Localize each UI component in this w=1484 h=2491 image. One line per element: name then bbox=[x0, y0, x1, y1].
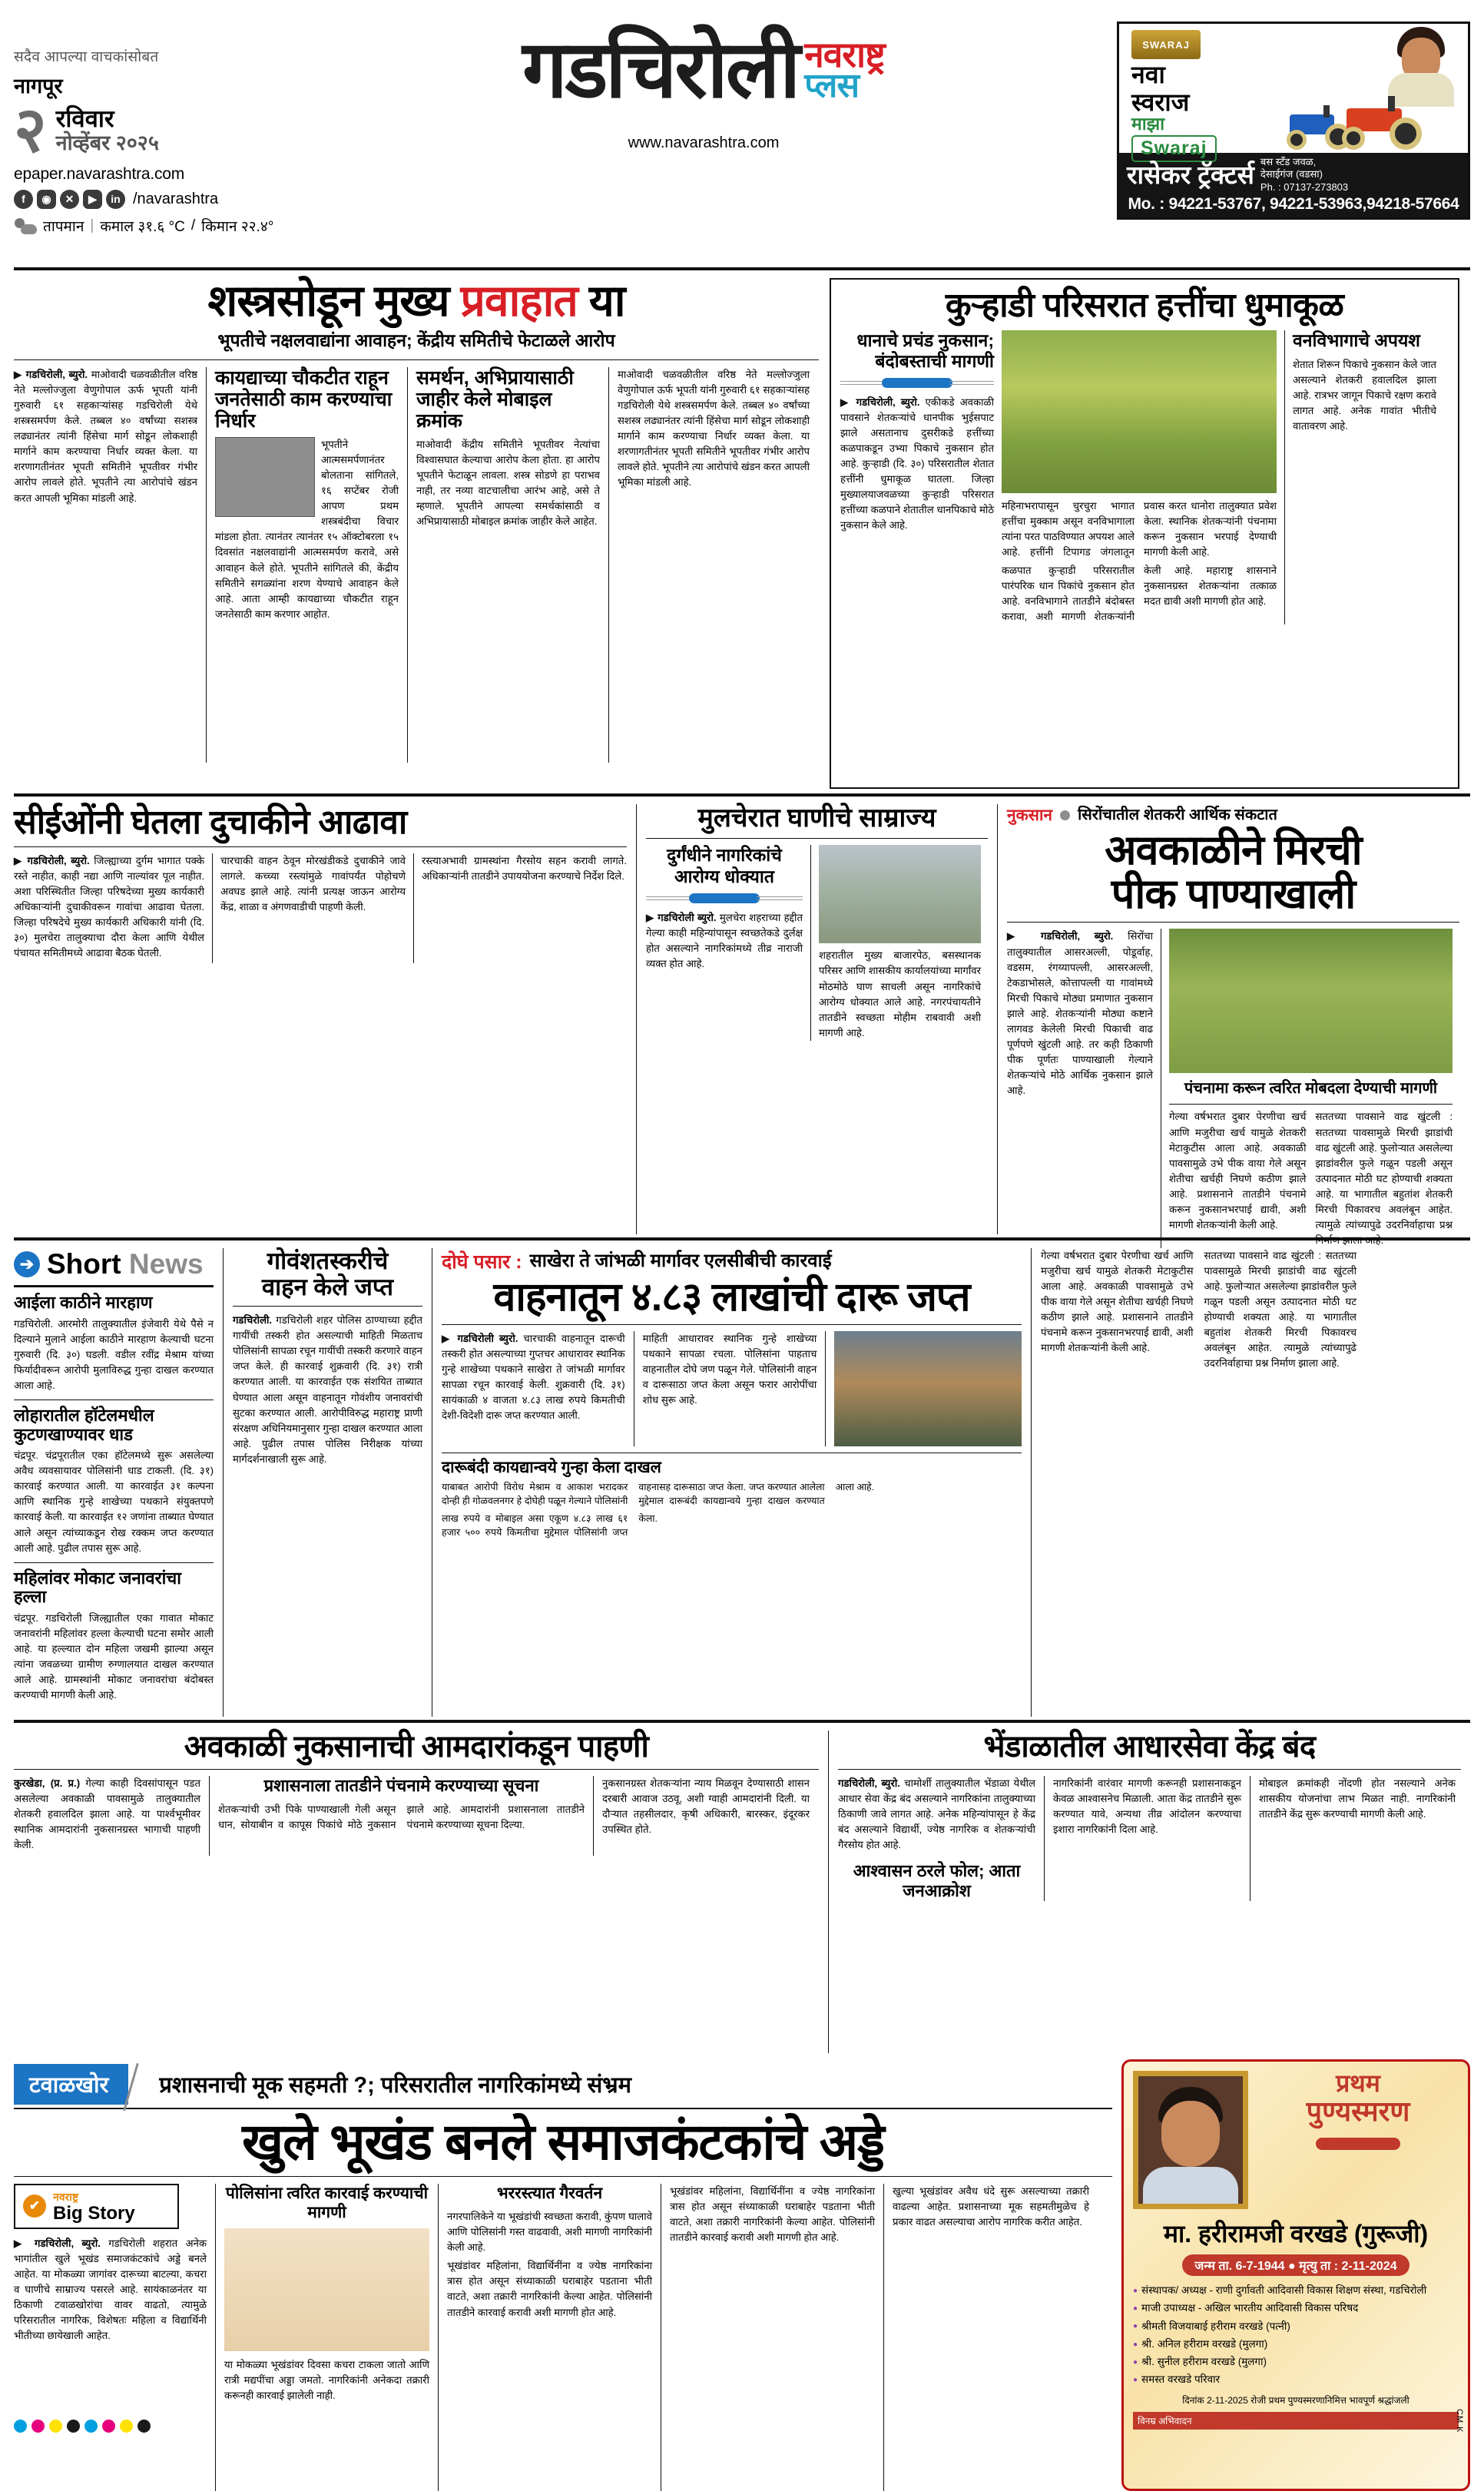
red-tractor-image bbox=[1340, 94, 1433, 150]
temperature-min: किमान २२.४° bbox=[201, 218, 274, 235]
chilli-continued bbox=[1031, 1248, 1356, 1717]
liquor-photo-col bbox=[825, 1331, 1022, 1446]
short-news-title-b: News bbox=[128, 1248, 204, 1280]
swaraj-logo: Swaraj bbox=[1131, 135, 1217, 162]
tawalkhor-tag: टवाळखोर bbox=[14, 2064, 128, 2105]
ceo-col-2: चारचाकी वाहन ठेवून मोरखंडीकडे दुचाकीने जावे लागले. कच्च्या रस्त्यांमुळे गावांपर्यंत पोहोचणे अवघड झाले आहे. त्यांनी प्रत्यक्ष जाऊन आरोग्य केंद्र, शाळा व अंगणवाडीची पाहणी केली. bbox=[212, 853, 413, 963]
plots-col-4: खुल्या भूखंडांवर अवैध धंदे सुरू असल्याच्या तक्रारी वाढल्या आहेत. प्रशासनाच्या मूक सहमतीमुळेच हे प्रकार वाढत असल्याचा आरोप नागरिक करीत आहेत. bbox=[883, 2184, 1089, 2491]
short-news-item-0-head: आईला काठीने मारहाण bbox=[14, 1293, 153, 1312]
social-links bbox=[14, 190, 290, 209]
plots-sub-1: पोलिसांना त्वरित कारवाई करण्याची मागणी bbox=[225, 2184, 429, 2222]
ceo-headline: सीईओंनी घेतला दुचाकीने आढावा bbox=[14, 803, 407, 841]
memorial-line-4: ● श्री. सुनील हरीराम वरखडे (मुलगा) bbox=[1133, 2354, 1459, 2370]
chilli-headline-1: अवकाळीने मिरची bbox=[1105, 827, 1362, 873]
temperature-label: तापमान bbox=[43, 218, 84, 235]
memorial-advertisement[interactable] bbox=[1112, 2059, 1470, 2491]
flowers-icon bbox=[1316, 2138, 1400, 2150]
chilli-cont-col-2: सततच्या पावसाने वाढ खुंटली : सततच्या पावसामुळे मिरची झाडांची वाढ खुंटली आहे. फुलोऱ्यात असलेल्या झाडांवरील फुले गळून पडली असून उत्पादनात मोठी घट होण्याची शक्यता आहे. या भागातील बहुतांश शेतकरी मिरची पिकावरच अवलंबून आहेत. त्यामुळे त्यांच्यापुढे उदरनिर्वाहाचा प्रश्न निर्माण झाला आहे. bbox=[1204, 1250, 1356, 1370]
brand-navarashtra: नवराष्ट्र bbox=[804, 35, 885, 75]
chilli-cont-col-1: गेल्या वर्षभरात दुबार पेरणीचा खर्च आणि मजुरीचा खर्च यामुळे शेतकरी मेटाकुटीस आला आहे. अवकाळी पावसामुळे उभे पीक वाया गेले असून शेतीचा खर्चही निघणे कठीण झाले आहे. प्रशासनाने तातडीने पंचनामे करून नुकसानभरपाई द्यावी, अशी मागणी शेतकऱ्यांनी केली आहे. bbox=[1041, 1250, 1194, 1354]
liquor-col-2: माहिती आधारावर स्थानिक गुन्हे शाखेच्या पथकाने सापळा रचला. पोलिसांना पाहताच वाहनातील दोघे जण पळून गेले. पोलिसांनी वाहन व दारूसाठा जप्त केला असून फरार आरोपींचा शोध सुरू आहे. bbox=[634, 1331, 826, 1446]
cattle-body bbox=[233, 1313, 422, 1467]
chilli-kicker: सिरोंचातील शेतकरी आर्थिक संकटात bbox=[1078, 807, 1277, 823]
cattle-headline-1: गोवंशतस्करीचे bbox=[267, 1247, 389, 1274]
chilli-kicker-bar bbox=[1007, 804, 1459, 826]
untimely-sub: प्रशासनाला तातडीने पंचनामे करण्याच्या सूचना bbox=[263, 1776, 539, 1796]
registration-marks bbox=[14, 2420, 151, 2433]
lead-headline-part2: या bbox=[577, 277, 625, 326]
plots-kicker: प्रशासनाची मूक सहमती ?; परिसरातील नागरिकांमध्ये संभ्रम bbox=[159, 2073, 631, 2098]
mulchera-headline: मुलचेरात घाणीचे साम्राज्य bbox=[697, 803, 936, 833]
bullet-dot-icon bbox=[1060, 810, 1070, 820]
decorative-pill-2 bbox=[646, 893, 803, 903]
short-news-title-a: Short bbox=[47, 1248, 121, 1280]
memorial-vinamra: विनम्र अभिवादन bbox=[1133, 2412, 1459, 2430]
chilli-kicker-red: नुकसान bbox=[1007, 807, 1053, 824]
paddy-field-photo bbox=[1002, 330, 1277, 493]
third-band bbox=[14, 1248, 1470, 1717]
website-url[interactable]: www.navarashtra.com bbox=[628, 134, 780, 151]
plots-col-1-text: या मोकळ्या भूखंडांवर दिवसा कचरा टाकला जातो आणि रात्री मद्यपींचा अड्डा जमतो. नागरिकांनी अनेकदा तक्रारी करूनही कारवाई झालेली नाही. bbox=[224, 2359, 429, 2402]
adhar-headline: भेंडाळातील आधारसेवा केंद्र बंद bbox=[983, 1730, 1316, 1764]
ceo-story[interactable] bbox=[14, 804, 636, 1234]
masthead-city: नागपूर bbox=[14, 75, 63, 98]
short-news-item-2-body: चंद्रपूर. गडचिरोली जिल्ह्यातील एका गावात मोकाट जनावरांनी महिलांवर हल्ला केल्याची घटना समोर आली आहे. या हल्ल्यात दोन महिला जखमी झाल्या असून त्यांना जवळच्या ग्रामीण रुग्णालयात दाखल करण्यात आले आहे. ग्रामस्थांनी मोकाट जनावरांचा बंदोबस्त करण्याची मागणी केली आहे. bbox=[14, 1612, 214, 1701]
elephant-col-2: महिनाभरापासून चुरचुरा भागात हत्तींचा मुक्काम असून वनविभागाला त्यांना परत पाठविण्यात अपयश आले आहे. हत्तींनी टिपागड जंगलातून प्रवास करत धानोरा तालुक्यात प्रवेश केला. स्थानिक शेतकऱ्यांनी पंचनामा करून नुकसान भरपाई देण्याची मागणी केली आहे. bbox=[1002, 499, 1277, 558]
masthead-tagline: सदैव आपल्या वाचकांसोबत bbox=[14, 49, 159, 65]
weather-strip bbox=[14, 216, 290, 236]
second-band bbox=[14, 803, 1470, 1246]
short-news-item[interactable] bbox=[14, 1294, 214, 1393]
youtube-icon[interactable]: ▶ bbox=[83, 190, 102, 209]
elephant-sub-left: धानाचे प्रचंड नुकसान; बंदोबस्ताची मागणी bbox=[856, 330, 994, 372]
cattle-body-text: गडचिरोली शहर पोलिस ठाण्याच्या हद्दीत गायींची तस्करी होत असल्याची माहिती मिळताच पोलिसांनी सापळा रचून गायींची तस्करी करणारे वाहन जप्त केले. ही कारवाई शुक्रवारी (दि. ३१) रात्री करण्यात आली. या कारवाईत एक संशयित ताब्यात घेण्यात आला असून वाहनातून गोवंशीय जनावरांची सुटका करण्यात आली. आरोपीविरुद्ध महाराष्ट्र प्राणी संरक्षण अधिनियमानुसार गुन्हा दाखल करण्यात आला आहे. पुढील तपास पोलिस निरीक्षक यांच्या मार्गदर्शनाखाली सुरू आहे. bbox=[233, 1314, 422, 1465]
memorial-line-0: ● संस्थापक/ अध्यक्ष - राणी दुर्गावती आदिवासी विकास शिक्षण संस्था, गडचिरोली bbox=[1133, 2283, 1459, 2298]
short-news-item-2-head: महिलांवर मोकाट जनावरांचा हल्ला bbox=[14, 1568, 181, 1607]
lead-story-naxal[interactable] bbox=[14, 278, 830, 789]
lead-col-3 bbox=[608, 367, 810, 763]
chilli-col-1-text: सिरोंचा तालुक्यातील आसरअल्ली, पोडूर्वाह, वडसम, रंगय्यापल्ली, आसरअल्ली, टेकडाभोसले, कोत्तापल्ली या गावांमध्ये मिरची पिकाचे मोठ्या प्रमाणात नुकसान झाले आहे. शेतकऱ्यांनी मोठ्या कष्टाने लागवड केलेली मिरची पिकाची वाढ पूर्णपणे खुंटली आहे. तर कही ठिकाणी पीक पूर्णतः पाण्याखाली गेल्याने शेतकऱ्यांचे मोठे आर्थिक नुकसान झाले आहे. bbox=[1007, 930, 1153, 1097]
chilli-field-photo bbox=[1169, 929, 1453, 1073]
tawalkhor-banner bbox=[14, 2064, 1112, 2105]
check-circle-icon: ✔ bbox=[23, 2195, 46, 2218]
ceo-dateline: गडचिरोली, ब्युरो. bbox=[27, 854, 90, 866]
ceo-col-1-text: जिल्ह्याच्या दुर्गम भागात पक्के रस्ते नाहीत, काही नद्या आणि नाल्यांवर पूल नाहीत. अशा परिस्थितीत जिल्हा परिषदेच्या मुख्य कार्यकारी अधिकाऱ्यांनी दुचाकीवरून गावांचा आढावा घेतला. जिल्हा परिषदेचे मुख्य कार्यकारी अधिकारी यांनी (दि. ३०) मुलचेरा तालुक्याचा दौरा केला आणि येथील पंचायत समितीमध्ये आढावा बैठक घेतली. bbox=[14, 854, 204, 959]
elephant-col-1-text: एकीकडे अवकाळी पावसाने शेतकऱ्यांचे धानपीक भुईसपाट झाले असतानाच दुसरीकडे हत्तींच्या कळपाकडून उभ्या पिकाचे नुकसान होत आहे. कुऱ्हाडी (दि. ३०) परिसरातील शेतात हत्तींनी धुमाकूळ घातला. जिल्हा मुख्यालयाजवळच्या कुऱ्हाडी परिसरात हत्तींच्या कळपाने शेतातील धानपिकाचे मोठे नुकसान केले आहे. bbox=[840, 396, 994, 532]
plots-headline: खुले भूखंड बनले समाजकंटकांचे अड्डे bbox=[242, 2113, 884, 2170]
untimely-headline: अवकाळी नुकसानाची आमदारांकडून पाहणी bbox=[184, 1730, 649, 1764]
illustration-cartoon bbox=[224, 2228, 429, 2351]
ceo-col-1: ▶ गडचिरोली, ब्युरो. जिल्ह्याच्या दुर्गम भागात पक्के रस्ते नाहीत, काही नद्या आणि नाल्यांवर पूल नाहीत. अशा परिस्थितीत जिल्हा परिषदेच्या मुख्य कार्यकारी अधिकाऱ्यांनी दुचाकीवरून गावांचा आढावा घेतला. जिल्हा परिषदेचे मुख्य कार्यकारी अधिकारी यांनी (दि. ३०) मुलचेरा तालुक्याचा दौरा केला आणि येथील पंचायत समितीमध्ये आढावा बैठक घेतली. bbox=[14, 854, 204, 959]
lead-col-0-text: माओवादी चळवळीतील वरिष्ठ नेते मल्लोज्जुला वेणुगोपाल ऊर्फ भूपती यांनी गुरुवारी ६१ सहकाऱ्यांसह गडचिरोली येथे शस्त्रसमर्पण केले. तब्बल ४० वर्षांच्या सशस्त्र लढ्यानंतर त्यांनी हिंसेचा मार्ग सोडून लोकशाही मार्गाने काम करण्याचा निर्धार व्यक्त केला. या शरणागतीनंतर भूपती समितीने भूपतीवर गंभीर आरोप लावले होते. भूपतीने त्या आरोपांचे खंडन करत आपली भूमिका मांडली आहे. bbox=[14, 369, 197, 504]
elephant-col-3: कळपात कुऱ्हाडी परिसरातील पारंपरिक धान पिकांचे नुकसान होत आहे. वनविभागाने तातडीने बंदोबस्त करावा, अशी मागणी शेतकऱ्यांनी केली आहे. महाराष्ट्र शासनाने नुकसानग्रस्त शेतकऱ्यांना तत्काळ मदत द्यावी अशी मागणी होत आहे. bbox=[1002, 564, 1277, 622]
liquor-col-1: ▶ गडचिरोली ब्युरो. चारचाकी वाहनातून दारूची तस्करी होत असल्याच्या गुप्तचर आधारावर स्थानिक गुन्हे शाखेच्या पथकाने साखेरा ते जांभळी मार्गावर सापळा रचून कारवाई केली. शुक्रवारी (दि. ३१) सायंकाळी ४ वाजता ४.८३ लाख रुपये किमतीची देशी-विदेशी दारू जप्त करण्यात आली. bbox=[442, 1333, 625, 1422]
short-news-item[interactable] bbox=[14, 1569, 214, 1704]
mulchera-col-1: ▶ गडचिरोली ब्युरो. मुलचेरा शहराच्या हद्दीत गेल्या काही महिन्यांपासून स्वच्छतेकडे दुर्लक्ष होत असल्याने नागरिकांमध्ये तीव्र नाराजी व्यक्त होत आहे. bbox=[646, 911, 803, 969]
temperature-separator: / bbox=[190, 217, 196, 234]
lead-dateline: गडचिरोली, ब्युरो. bbox=[25, 369, 88, 380]
masthead-date-row bbox=[14, 95, 290, 165]
masthead bbox=[14, 11, 1470, 264]
chilli-col-1: ▶ गडचिरोली, ब्युरो. सिरोंचा तालुक्यातील आसरअल्ली, पोडूर्वाह, वडसम, रंगय्यापल्ली, आसरअल्ली, टेकडाभोसले, कोत्तापल्ली या गावांमध्ये मिरची पिकाचे मोठ्या प्रमाणात नुकसान झाले आहे. शेतकऱ्यांनी मोठ्या कष्टाने लागवड केलेली मिरची पिकाची वाढ पूर्णपणे खुंटली आहे. तर कही ठिकाणी पीक पूर्णतः पाण्याखाली गेल्याने शेतकऱ्यांचे मोठे आर्थिक नुकसान झाले आहे. bbox=[1007, 930, 1153, 1097]
instagram-icon[interactable]: ◉ bbox=[37, 190, 56, 209]
elephant-story[interactable] bbox=[830, 278, 1459, 789]
short-news-header bbox=[14, 1248, 214, 1280]
liquor-col-1-text: चारचाकी वाहनातून दारूची तस्करी होत असल्याच्या गुप्तचर आधारावर स्थानिक गुन्हे शाखेच्या पथकाने साखेरा ते जांभळी मार्गावर सापळा रचून कारवाई केली. शुक्रवारी (दि. ३१) सायंकाळी ४ वाजता ४.८३ लाख रुपये किमतीची देशी-विदेशी दारू जप्त करण्यात आली. bbox=[442, 1333, 625, 1422]
memorial-name: मा. हरीरामजी वरखडे (गुरूजी) bbox=[1163, 2220, 1429, 2248]
bhupathi-photo bbox=[215, 437, 315, 517]
cattle-dateline: गडचिरोली. bbox=[233, 1314, 273, 1327]
mulchera-sub: दुर्गंधीने नागरिकांचे आरोग्य धोक्यात bbox=[667, 845, 782, 886]
chilli-headline-2: पीक पाण्याखाली bbox=[1111, 871, 1356, 918]
epaper-url[interactable]: epaper.navarashtra.com bbox=[14, 164, 185, 183]
memorial-punyasmaran: पुण्यस्मरण bbox=[1306, 2095, 1410, 2127]
divider: | bbox=[90, 217, 94, 234]
bigstory-label: Big Story bbox=[53, 2202, 135, 2224]
short-news-item[interactable] bbox=[14, 1406, 214, 1556]
masthead-date: नोव्हेंबर २०२५ bbox=[55, 131, 159, 154]
fourth-band bbox=[14, 1731, 1470, 2053]
ad-phone: Ph. : 07137-273803 bbox=[1260, 181, 1349, 193]
bigstory-brand: नवराष्ट्र bbox=[53, 2190, 79, 2203]
lead-col-1 bbox=[206, 367, 407, 763]
untimely-col-1-text: गेल्या काही दिवसांपासून पडत असलेल्या अवकाळी पावसामुळे तालुक्यातील शेतकरी हवालदिल झाला आहे. या पार्श्वभूमीवर स्थानिक आमदारांनी नुकसानग्रस्त भागाची पाहणी केली. bbox=[14, 1777, 200, 1851]
plots-col-0: ✔ नवराष्ट्र Big Story ▶ गडचिरोली, ब्युरो. गडचिरोली शहरात अनेक भागांतील खुले भूखंड समाजकंटकांचे अड्डे बनले आहेत. या मोकळ्या जागांवर दारूच्या बाटल्या, कचरा व घाणीचे साम्राज्य पसरले आहे. सायंकाळनंतर या ठिकाणी टवाळखोरांचा वावर वाढतो, त्यामुळे परिसरातील नागरिक, विशेषतः महिला व विद्यार्थिनी भीतीच्या छायेखाली आहेत. bbox=[14, 2184, 215, 2491]
elephant-col-1: ▶ गडचिरोली, ब्युरो. एकीकडे अवकाळी पावसाने शेतकऱ्यांचे धानपीक भुईसपाट झाले असतानाच दुसरीकडे हत्तींच्या कळपाकडून उभ्या पिकाचे नुकसान होत आहे. कुऱ्हाडी (दि. ३०) परिसरातील शेतात हत्तींनी धुमाकूळ घातला. जिल्हा मुख्यालयाजवळच्या कुऱ्हाडी परिसरात हत्तींच्या कळपाने शेतातील धानपिकाचे मोठे नुकसान केले आहे. bbox=[840, 396, 994, 532]
liquor-caption: याबाबत आरोपी विरोध मेश्राम व आकाश भरादकर दोन्ही ही गोळवलनगर हे दोघेही पळून गेल्याने पोलिसांनी वाहनासह दारूसाठा जप्त केला. जप्त करण्यात आलेला मुद्देमाल दारूबंदी कायद्यान्वये गुन्हा दाखल करण्यात आला आहे. bbox=[442, 1482, 875, 1507]
lead-col-3-text: माओवादी चळवळीतील वरिष्ठ नेते मल्लोज्जुला वेणुगोपाल ऊर्फ भूपती यांनी गुरुवारी ६१ सहकाऱ्यांसह गडचिरोली येथे शस्त्रसमर्पण केले. तब्बल ४० वर्षांच्या सशस्त्र लढ्यानंतर त्यांनी हिंसेचा मार्ग सोडून लोकशाही मार्गाने काम करण्याचा निर्धार व्यक्त केला. या शरणागतीनंतर भूपती समितीने भूपतीवर गंभीर आरोप लावले होते. भूपतीने त्या आरोपांचे खंडन करत आपली भूमिका मांडली आहे. bbox=[618, 369, 810, 489]
elephant-headline: कुऱ्हाडी परिसरात हत्तींचा धुमाकूळ bbox=[945, 287, 1344, 324]
lead-headline-highlight: प्रवाहात bbox=[460, 277, 578, 326]
plots-col-0-text: गडचिरोली शहरात अनेक भागांतील खुले भूखंड समाजकंटकांचे अड्डे बनले आहेत. या मोकळ्या जागांवर दारूच्या बाटल्या, कचरा व घाणीचे साम्राज्य पसरले आहे. सायंकाळनंतर या ठिकाणी टवाळखोरांचा वावर वाढतो, त्यामुळे परिसरातील नागरिक, विशेषतः महिला व विद्यार्थिनी भीतीच्या छायेखाली आहेत. bbox=[14, 2237, 207, 2342]
adhar-col-1-text: चामोर्शी तालुक्यातील भेंडाळा येथील आधार सेवा केंद्र बंद असल्याने नागरिकांना तालुक्याच्या ठिकाणी जावे लागत आहे. अनेक महिन्यांपासून हे केंद्र बंद असल्याने विद्यार्थी, ज्येष्ठ नागरिक व शेतकऱ्यांची गैरसोय होत आहे. bbox=[838, 1777, 1035, 1851]
memorial-line-1: ● माजी उपाध्यक्ष - अखिल भारतीय आदिवासी विकास परिषद bbox=[1133, 2301, 1459, 2316]
adhar-col-1 bbox=[838, 1776, 1044, 1901]
masthead-rule bbox=[14, 267, 1470, 270]
chilli-col-2: गेल्या वर्षभरात दुबार पेरणीचा खर्च आणि मजुरीचा खर्च यामुळे शेतकरी मेटाकुटीस आला आहे. अवकाळी पावसामुळे उभे पीक वाया गेले असून शेतीचा खर्चही निघणे कठीण झाले आहे. प्रशासनाने तातडीने पंचनामे करून नुकसानभरपाई द्यावी, अशी मागणी शेतकऱ्यांनी केली आहे. bbox=[1169, 1111, 1307, 1231]
lead-col-1-text: भूपतीने आत्मसमर्पणानंतर बोलताना सांगितले, १६ सप्टेंबर रोजी आपण प्रथम शस्त्रबंदीचा विचार मांडला होता. त्यानंतर त्यानंतर १५ ऑक्टोबरला १५ दिवसांत नक्षलवाद्यांनी आत्मसमर्पण करावे, असे आवाहन केले होते. भूपतीने सांगितले की, केंद्रीय समितीने सगळ्यांना शरण येण्याचे आवाहन केले आहे. आता आम्ही कायद्याच्या चौकटीत राहून जनतेसाठी काम करणार आहोत. bbox=[215, 439, 399, 620]
ad-address-line-2: देसाईगंज (वडसा) bbox=[1260, 168, 1323, 181]
lead-col-2-text: माओवादी केंद्रीय समितीने भूपतीवर नेत्यांचा विश्वासघात केल्याचा आरोप केला होता. हा आरोप भूपतीने फेटाळून लावला. शस्त्र सोडणे हा पराभव नाही, तर नव्या वाटचालीचा आरंभ आहे, असे ते म्हणाले. भूपतीने आपल्या समर्थकांसाठी व अभिप्रायासाठी मोबाइल क्रमांक जाहीर केले आहेत. bbox=[416, 439, 600, 528]
untimely-rain-story[interactable] bbox=[14, 1731, 828, 2053]
ad-line-1: नवा bbox=[1131, 61, 1165, 88]
ceo-col-3: रस्त्याअभावी ग्रामस्थांना गैरसोय सहन करावी लागते. अधिकाऱ्यांनी तातडीने उपाययोजना करण्याचे निर्देश दिले. bbox=[413, 853, 627, 963]
masthead-weekday: रविवार bbox=[55, 105, 114, 132]
memorial-prathama: प्रथम bbox=[1336, 2069, 1380, 2097]
lead-col-2-subhead: समर्थन, अभिप्रायासाठी जाहीर केले मोबाइल क्रमांक bbox=[416, 367, 574, 432]
untimely-col-3: नुकसानग्रस्त शेतकऱ्यांना न्याय मिळवून देण्यासाठी शासन दरबारी आवाज उठवू, अशी ग्वाही आमदारांनी दिली. या दौऱ्यात तहसीलदार, कृषी अधिकारी, बारस्कर, इंदूरकर उपस्थित होते. bbox=[593, 1776, 810, 1855]
lead-col-0: ▶ गडचिरोली, ब्युरो. माओवादी चळवळीतील वरिष्ठ नेते मल्लोज्जुला वेणुगोपाल ऊर्फ भूपती यांनी गुरुवारी ६१ सहकाऱ्यांसह गडचिरोली येथे शस्त्रसमर्पण केले. तब्बल ४० वर्षांच्या सशस्त्र लढ्यानंतर त्यांनी हिंसेचा मार्ग सोडून लोकशाही मार्गाने काम करण्याचा निर्धार व्यक्त केला. या शरणागतीनंतर भूपती समितीने भूपतीवर गंभीर आरोप लावले होते. भूपतीने त्या आरोपांचे खंडन करत आपली भूमिका मांडली आहे. bbox=[14, 369, 197, 504]
short-news-item-0-body: गडचिरोली. आरमोरी तालुक्यातील इंजेवारी येथे पैसे न दिल्याने मुलाने आईला काठीने मारहाण केल्याची घटना गुरुवारी (दि. ३०) घडली. वडील रवींद्र मेश्राम यांच्या फिर्यादीवरून आरोपी मुलाविरुद्ध गुन्हा दाखल करण्यात आला आहे. bbox=[14, 1317, 214, 1391]
big-story-badge bbox=[14, 2184, 179, 2229]
section-rule-3 bbox=[14, 1720, 1470, 1723]
temperature-max: कमाल ३१.६ °C bbox=[100, 218, 185, 235]
memorial-line-3: ● श्री. अनिल हरीराम वरखडे (मुलगा) bbox=[1133, 2337, 1459, 2352]
memorial-line-2: ● श्रीमती विजयाबाई हरीराम वरखडे (पत्नी) bbox=[1133, 2319, 1459, 2334]
top-stories-block bbox=[14, 278, 1470, 789]
facebook-icon[interactable]: f bbox=[14, 190, 33, 209]
mulchera-dateline: गडचिरोली ब्युरो. bbox=[658, 911, 717, 923]
untimely-dateline: कुरखेडा, (प्र. प्र.) bbox=[14, 1777, 81, 1790]
ad-line-3: माझा bbox=[1131, 114, 1165, 134]
ad-address-line-1: बस स्टँड जवळ, bbox=[1260, 156, 1317, 167]
masthead-logo-block bbox=[290, 11, 1117, 152]
ad-line-2: स्वराज bbox=[1131, 88, 1190, 116]
memorial-line-5: ● समस्त वरखडे परिवार bbox=[1133, 2372, 1459, 2387]
plots-section bbox=[14, 2059, 1470, 2491]
elephant-col-4: शेतात शिरून पिकाचे नुकसान केले जात असल्याने शेतकरी हवालदिल झाला आहे. रात्रभर जागून पिकाचे रक्षण करावे लागत आहे. अनेक गावांत भीतीचे वातावरण आहे. bbox=[1293, 359, 1436, 432]
plots-col-2 bbox=[438, 2184, 661, 2491]
chilli-mid-head: पंचनामा करून त्वरित मोबदला देण्याची मागणी bbox=[1184, 1080, 1438, 1098]
adhar-story[interactable] bbox=[828, 1731, 1461, 2053]
swaraj-badge-icon: SWARAJ bbox=[1131, 30, 1201, 59]
adhar-dateline: गडचिरोली, ब्युरो. bbox=[838, 1777, 900, 1790]
memorial-portrait bbox=[1133, 2071, 1248, 2209]
lead-headline-part1: शस्त्रसोडून मुख्य bbox=[207, 277, 461, 326]
plots-col-1 bbox=[215, 2184, 438, 2491]
untimely-col-2: शेतकऱ्यांची उभी पिके पाण्याखाली गेली असून धान, सोयाबीन व कापूस पिकांचे मोठे नुकसान झाले आहे. आमदारांनी प्रशासनाला तातडीने पंचनामे करण्याच्या सूचना दिल्या. bbox=[218, 1803, 585, 1830]
chilli-dateline: गडचिरोली, ब्युरो. bbox=[1040, 930, 1114, 942]
liquor-seizure-photo bbox=[834, 1331, 1022, 1446]
mulchera-story[interactable] bbox=[636, 804, 997, 1234]
liquor-kicker: साखेरा ते जांभळी मार्गावर एलसीबीची कारवाई bbox=[529, 1250, 832, 1271]
liquor-kicker-red: दोघे पसार : bbox=[442, 1251, 522, 1273]
linkedin-icon[interactable]: in bbox=[106, 190, 125, 209]
elephant-sub-right: वनविभागाचे अपयश bbox=[1293, 330, 1420, 350]
tractor-advertisement[interactable] bbox=[1117, 22, 1470, 220]
memorial-dates: जन्म ता. 6-7-1944 ● मृत्यु ता : 2-11-2024 bbox=[1182, 2254, 1409, 2276]
cmyk-label: CM K bbox=[1455, 2408, 1464, 2433]
plots-col-3-text: भूखंडांवर महिलांना, विद्यार्थिनींना व ज्येष्ठ नागरिकांना त्रास होत असून संध्याकाळी घराबाहेर पडताना भीती वाटते, अशा तक्रारी नागरिकांनी केल्या आहेत. पोलिसांनी तातडीने कारवाई करावी अशी मागणी होत आहे. bbox=[447, 2260, 652, 2318]
arrow-right-icon: ➔ bbox=[14, 1251, 40, 1277]
untimely-col-1 bbox=[14, 1776, 209, 1855]
masthead-day-number: २ bbox=[14, 95, 47, 165]
adhar-col-3: मोबाइल क्रमांकही नोंदणी होत नसल्याने अनेक शासकीय योजनांचा लाभ मिळत नाही. नागरिकांनी तातडीने केंद्र सुरू करण्याची मागणी केली आहे. bbox=[1250, 1776, 1456, 1901]
plots-col-3b: भूखंडांवर महिलांना, विद्यार्थिनींना व ज्येष्ठ नागरिकांना त्रास होत असून संध्याकाळी घराबाहेर पडताना भीती वाटते, अशा तक्रारी नागरिकांनी केल्या आहेत. पोलिसांनी तातडीने कारवाई करावी अशी मागणी होत आहे. bbox=[661, 2184, 883, 2491]
lead-subheadline: भूपतीचे नक्षलवाद्यांना आवाहन; केंद्रीय समितीचे फेटाळले आरोप bbox=[217, 330, 615, 351]
mulchera-garbage-photo bbox=[819, 845, 981, 943]
masthead-left-info bbox=[14, 11, 290, 236]
lead-col-1-subhead: कायद्याच्या चौकटीत राहून जनतेसाठी काम करण्याचा निर्धार bbox=[215, 367, 393, 432]
ad-imagery bbox=[1280, 24, 1468, 153]
plots-dateline: गडचिरोली, ब्युरो. bbox=[35, 2237, 101, 2249]
adhar-sub: आश्वासन ठरले फोल; आता जनआक्रोश bbox=[853, 1860, 1021, 1900]
chilli-col-3: सततच्या पावसाने वाढ खुंटली : सततच्या पावसामुळे मिरची झाडांची वाढ खुंटली आहे. फुलोऱ्यात असलेल्या झाडांवरील फुले गळून पडली असून उत्पादनात मोठी घट होण्याची शक्यता आहे. या भागातील बहुतांश शेतकरी मिरची पिकावरच अवलंबून आहेत. त्यामुळे त्यांच्यापुढे उदरनिर्वाहाचा प्रश्न निर्माण झाला आहे. bbox=[1315, 1111, 1453, 1246]
memorial-details bbox=[1133, 2283, 1459, 2388]
mulchera-col-1-text: मुलचेरा शहराच्या हद्दीत गेल्या काही महिन्यांपासून स्वच्छतेकडे दुर्लक्ष होत असल्याने नागरिकांमध्ये तीव्र नाराजी व्यक्त होत आहे. bbox=[646, 911, 803, 969]
lead-col-2 bbox=[407, 367, 608, 763]
elephant-dateline: गडचिरोली, ब्युरो. bbox=[856, 396, 920, 408]
ad-dealer-name: रासेकर ट्रॅक्टर्स bbox=[1127, 160, 1254, 189]
short-news-item-1-head: लोहारातील हॉटेलमधील कुटणखाण्यावर धाड bbox=[14, 1405, 154, 1444]
ad-mobile-numbers: Mo. : 94221-53767, 94221-53963,94218-57664 bbox=[1119, 195, 1468, 217]
liquor-headline: वाहनातून ४.८३ लाखांची दारू जप्त bbox=[493, 1275, 970, 1320]
memorial-footer: दिनांक 2-11-2025 रोजी प्रथम पुण्यस्मरणानिमित्त भावपूर्ण श्रद्धांजली bbox=[1182, 2394, 1409, 2406]
social-handle[interactable]: /navarashtra bbox=[133, 190, 219, 207]
liquor-kicker-bar bbox=[442, 1248, 1022, 1274]
sun-cloud-icon bbox=[14, 217, 37, 235]
section-rule-1 bbox=[14, 793, 1470, 797]
adhar-col-2: नागरिकांनी वारंवार मागणी करूनही प्रशासनाकडून केवळ आश्वासनेच मिळाली. आता केंद्र तातडीने सुरू करण्यात यावे, अन्यथा तीव्र आंदोलन करण्याचा इशारा नागरिकांनी दिला आहे. bbox=[1044, 1776, 1250, 1901]
cattle-headline-2: वाहन केले जप्त bbox=[261, 1274, 394, 1301]
liquor-caption-head: दारूबंदी कायद्यान्वये गुन्हा केला दाखल bbox=[442, 1459, 661, 1477]
chilli-story[interactable] bbox=[997, 804, 1459, 1246]
cattle-story[interactable] bbox=[223, 1248, 432, 1717]
mulchera-col-2: शहरातील मुख्य बाजारपेठ, बसस्थानक परिसर आणि शासकीय कार्यालयांच्या मार्गांवर मोठमोठे घाण साचली असून नागरिकांचे आरोग्य धोक्यात आले आहे. नगरपंचायतीने तातडीने स्वच्छता मोहीम राबवावी अशी मागणी आहे. bbox=[819, 949, 981, 1038]
newspaper-title: गडचिरोली bbox=[522, 25, 799, 114]
liquor-dateline: गडचिरोली ब्युरो. bbox=[457, 1333, 518, 1345]
plots-sub-2: भररस्त्यात गैरवर्तन bbox=[496, 2184, 603, 2202]
lead-headline bbox=[14, 278, 819, 324]
liquor-stats: लाख रुपये व मोबाइल असा एकूण ४.८३ लाख ६१ हजार ५०० रुपये किमतीचा मुद्देमाल पोलिसांनी जप्त केला. bbox=[442, 1513, 658, 1539]
plots-col-2-text: नगरपालिकेने या भूखंडांची स्वच्छता करावी, कुंपण घालावे आणि पोलिसांनी गस्त वाढवावी, अशी मागणी नागरिकांनी केली आहे. bbox=[447, 2211, 652, 2254]
short-news-section[interactable] bbox=[14, 1248, 223, 1717]
liquor-story[interactable] bbox=[432, 1248, 1031, 1717]
x-icon[interactable]: ✕ bbox=[60, 190, 79, 209]
short-news-item-1-body: चंद्रपूर. चंद्रपूरातील एका हॉटेलमध्ये सुरू असलेल्या अवैध व्यवसायावर पोलिसांनी धाड टाकली. (दि. ३१) कारवाई करण्यात आली. या कारवाईत ३१ कल्पना आणि स्थानिक गुन्हे शाखेच्या पथकाने संयुक्तपणे कारवाई केली. या कारवाईत १२ जणांना ताब्यात घेण्यात आले असून त्यांच्याकडून रोख रक्कम जप्त करण्यात आली आहे. पुढील तपास सुरू आहे. bbox=[14, 1449, 214, 1554]
slash-divider-icon bbox=[128, 2064, 154, 2105]
brand-plus: प्लस bbox=[804, 67, 860, 105]
decorative-pill bbox=[840, 378, 994, 388]
